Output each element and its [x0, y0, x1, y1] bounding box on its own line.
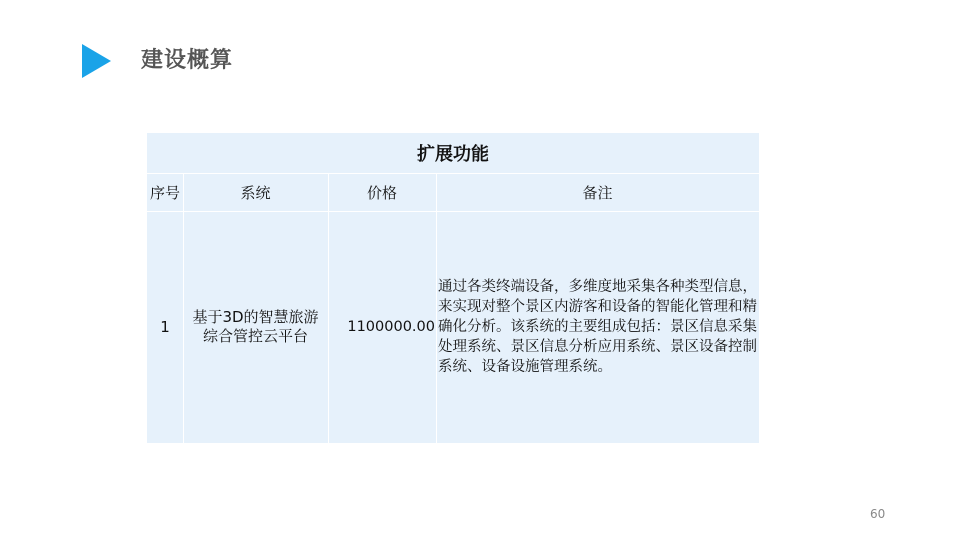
header-no: 序号: [149, 183, 180, 202]
page-title: 建设概算: [141, 48, 234, 73]
cell-price: 1100000.00: [347, 319, 435, 335]
table-caption: 扩展功能: [417, 144, 489, 165]
header-note: 备注: [582, 183, 613, 202]
header-price: 价格: [366, 183, 397, 202]
cell-note: [436, 211, 759, 443]
cell-system: [183, 211, 328, 443]
system-name: 基于3D的智慧旅游综合管控云平台: [192, 308, 319, 345]
title-arrow-icon: [82, 44, 111, 78]
page-number: 60: [870, 507, 886, 521]
header-system: 系统: [240, 183, 271, 202]
budget-table: [147, 133, 759, 443]
cell-no: 1: [160, 318, 170, 336]
note-text: 通过各类终端设备，多维度地采集各种类型信息，来实现对整个景区内游客和设备的智能化管理和精确化分析。该系统的主要组成包括：景区信息采集处理系统、景区信息分析应用系统、景区设备控制系统、设备设施管理系统。: [438, 279, 757, 375]
